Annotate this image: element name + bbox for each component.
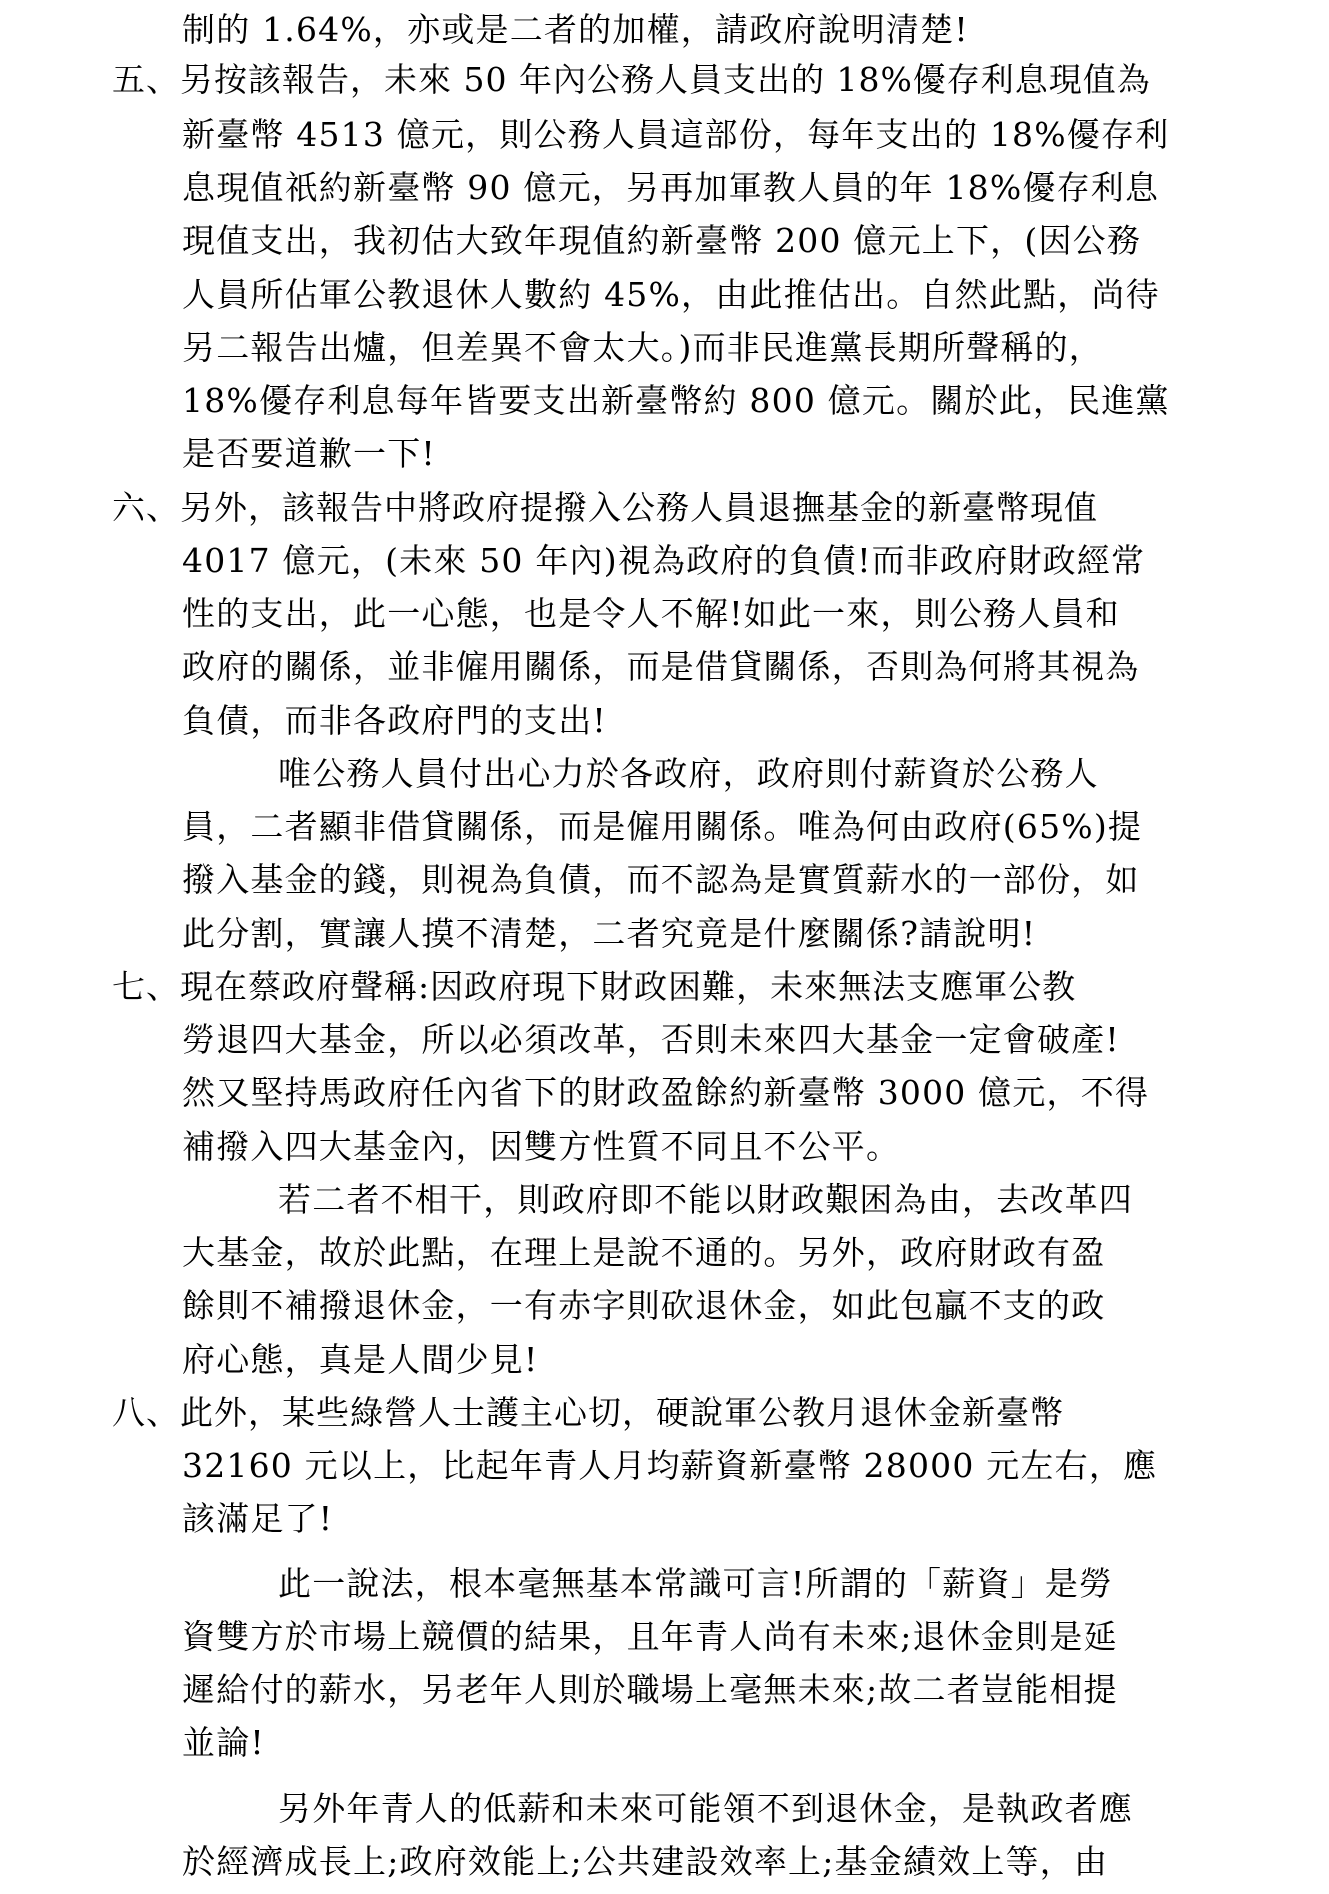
text-line: 撥入基金的錢，則視為負債，而不認為是實質薪水的一部份，如 [182, 860, 1140, 899]
paragraph-first-line: 此一說法，根本毫無基本常識可言!所謂的「薪資」是勞 [278, 1564, 1114, 1603]
text-line: 並論! [182, 1723, 265, 1762]
section-six-heading: 六、另外，該報告中將政府提撥入公務人員退撫基金的新臺幣現值 [112, 488, 1098, 527]
text-line: 然又堅持馬政府任內省下的財政盈餘約新臺幣 3000 億元，不得 [182, 1073, 1150, 1112]
text-line: 現值支出，我初估大致年現值約新臺幣 200 億元上下，(因公務 [182, 221, 1142, 260]
text-line: 大基金，故於此點，在理上是說不通的。另外，政府財政有盈 [182, 1233, 1106, 1272]
text-line: 該滿足了! [182, 1499, 334, 1538]
text-line: 息現值祇約新臺幣 90 億元，另再加軍教人員的年 18%優存利息 [182, 168, 1160, 207]
paragraph-first-line: 唯公務人員付出心力於各政府，政府則付薪資於公務人 [278, 754, 1099, 793]
text-line: 遲給付的薪水，另老年人則於職場上毫無未來;故二者豈能相提 [182, 1670, 1118, 1709]
text-line: 資雙方於市場上競價的結果，且年青人尚有未來;退休金則是延 [182, 1617, 1118, 1656]
section-eight-heading: 八、此外，某些綠營人士護主心切，硬說軍公教月退休金新臺幣 [112, 1393, 1064, 1432]
section-seven-heading: 七、現在蔡政府聲稱:因政府現下財政困難，未來無法支應軍公教 [112, 967, 1077, 1006]
text-line: 補撥入四大基金內，因雙方性質不同且不公平。 [182, 1127, 901, 1166]
paragraph-first-line: 另外年青人的低薪和未來可能領不到退休金，是執政者應 [278, 1789, 1133, 1828]
text-line: 勞退四大基金，所以必須改革，否則未來四大基金一定會破產! [182, 1020, 1120, 1059]
text-line: 32160 元以上，比起年青人月均薪資新臺幣 28000 元左右，應 [182, 1446, 1158, 1485]
text-line: 新臺幣 4513 億元，則公務人員這部份，每年支出的 18%優存利 [182, 115, 1170, 154]
text-line: 性的支出，此一心態，也是令人不解!如此一來，則公務人員和 [182, 594, 1120, 633]
text-line: 政府的關係，並非僱用關係，而是借貸關係，否則為何將其視為 [182, 647, 1140, 686]
text-line: 員，二者顯非借貸關係，而是僱用關係。唯為何由政府(65%)提 [182, 807, 1143, 846]
text-line: 於經濟成長上;政府效能上;公共建設效率上;基金績效上等，由 [182, 1842, 1109, 1881]
text-line: 人員所佔軍公教退休人數約 45%，由此推估出。自然此點，尚待 [182, 275, 1160, 314]
text-line: 是否要道歉一下! [182, 434, 436, 473]
text-line: 制的 1.64%，亦或是二者的加權，請政府說明清楚! [182, 10, 969, 49]
text-line: 4017 億元，(未來 50 年內)視為政府的負債!而非政府財政經常 [182, 541, 1146, 580]
text-line: 另二報告出爐，但差異不會太大。)而非民進黨長期所聲稱的， [182, 328, 1103, 367]
paragraph-first-line: 若二者不相干，則政府即不能以財政艱困為由，去改革四 [278, 1180, 1133, 1219]
text-line: 18%優存利息每年皆要支出新臺幣約 800 億元。關於此，民進黨 [182, 381, 1170, 420]
text-line: 此分割，實讓人摸不清楚，二者究竟是什麼關係?請說明! [182, 914, 1037, 953]
text-line: 餘則不補撥退休金，一有赤字則砍退休金，如此包贏不支的政 [182, 1286, 1106, 1325]
section-five-heading: 五、另按該報告，未來 50 年內公務人員支出的 18%優存利息現值為 [112, 60, 1151, 99]
text-line: 負債，而非各政府門的支出! [182, 701, 607, 740]
text-line: 府心態，真是人間少見! [182, 1340, 539, 1379]
